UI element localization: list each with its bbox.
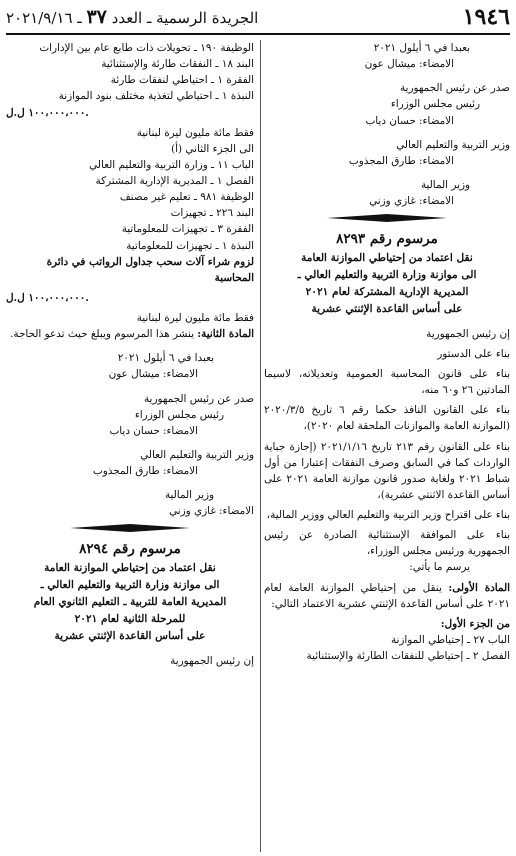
president-signature: الامضاء: ميشال عون [364, 58, 454, 71]
purpose-statement: لزوم شراء آلات سحب جداول الرواتب في دائرة المحاسبة [46, 255, 254, 284]
decree-subject-line: المديرية العامة للتربية ـ التعليم الثانوي العام [33, 596, 227, 609]
based-public-accounting: بناء على قانون المحاسبة العمومية وتعديلاته، لاسيما المادتين ٢٦ و٦٠ منه، [264, 368, 510, 397]
decree-subject [6, 560, 254, 645]
pm-title: رئيس مجلس الوزراء [134, 408, 224, 421]
article-two [6, 326, 254, 342]
destination-line: الفصل ١ ـ المديرية الإدارية المشتركة [95, 175, 254, 187]
page-header [0, 0, 516, 34]
pm-signature: الامضاء: حسان دياب [365, 114, 454, 127]
finance-minister-title: وزير المالية [164, 489, 214, 502]
chapter-line: الباب ٢٧ ـ إحتياطي الموازنة [390, 633, 510, 646]
preamble-president: إن رئيس الجمهورية [170, 654, 254, 667]
decree-subject-line: نقل اعتماد من إحتياطي الموازنة العامة [301, 252, 473, 265]
to-part-two: الى الجزء الثاني (أ) [171, 142, 254, 155]
finance-minister-title: وزير المالية [420, 178, 470, 191]
decrees-statement: يرسم ما يأتي: [409, 561, 470, 574]
based-proposal: بناء على اقتراح وزير التربية والتعليم العالي ووزير المالية، [266, 509, 510, 522]
amount-value: ١٠٠،٠٠٠،٠٠٠ ل.ل. [6, 291, 89, 304]
president-signature: الامضاء: ميشال عون [108, 368, 198, 381]
signed-date: بعبدا في ٦ أيلول ٢٠٢١ [373, 42, 470, 54]
finance-minister-signature: الامضاء: غازي وزني [369, 195, 454, 207]
destination-line: الباب ١١ ـ وزارة التربية والتعليم العالي [89, 158, 254, 171]
budget-line: النبذة ١ ـ احتياطي لتغذية مختلف بنود الموازنة [58, 90, 254, 103]
left-column [6, 40, 254, 852]
budget-line: البند ١٨ ـ النفقات طارئة والإستثنائية [101, 58, 254, 71]
article-one-text: ينقل من إحتياطي الموازنة العامة لعام ٢٠٢١ على أساس القاعدة الإثنتي عشرية الاعتماد التالي: [264, 581, 510, 610]
issue-number: ٣٧ [86, 6, 107, 28]
decree-subject-line: المديرية الإدارية المشتركة لعام ٢٠٢١ [305, 285, 469, 298]
preamble-president: إن رئيس الجمهورية [426, 327, 510, 340]
decree-title: مرسوم رقم ٨٢٩٣ [336, 231, 438, 248]
right-column [264, 40, 510, 852]
pm-title: رئيس مجلس الوزراء [390, 98, 480, 111]
decree-subject-line: على أساس القاعدة الإثنتي عشرية [311, 302, 463, 315]
budget-line: الفقرة ١ ـ احتياطي لنفقات طارئة [110, 74, 254, 87]
section-separator [264, 213, 510, 223]
destination-line: النبذة ١ ـ تجهيزات للمعلوماتية [126, 239, 254, 252]
amount-in-words: فقط مائة مليون ليرة لبنانية [136, 126, 254, 139]
finance-minister-signature: الامضاء: غازي وزني [169, 505, 254, 518]
section-separator [6, 523, 254, 533]
education-minister-signature: الامضاء: طارق المجذوب [348, 154, 454, 167]
article-two-text: ينشر هذا المرسوم ويبلغ حيث تدعو الحاجة. [10, 328, 194, 341]
education-minister-title: وزير التربية والتعليم العالي [140, 448, 254, 461]
decree-subject-line: الى موازنة وزارة التربية والتعليم العالي ـ [297, 268, 477, 281]
column-divider [260, 40, 261, 852]
article-two-label: المادة الثانية: [197, 328, 254, 341]
decree-subject-line: للمرحلة الثانية لعام ٢٠٢١ [74, 613, 186, 626]
header-rule [6, 33, 510, 35]
signed-date: بعبدا في ٦ أيلول ٢٠٢١ [117, 352, 214, 365]
based-approval: بناء على الموافقة الإستثنائية الصادرة عن رئيس الجمهورية ورئيس مجلس الوزراء، [264, 529, 510, 558]
based-constitution: بناء على الدستور [437, 347, 510, 360]
based-law-213: بناء على القانون رقم ٢١٣ تاريخ ٢٠٢١/١/١٦ (إجازة جباية الواردات كما في السابق وصرف النفقات إعتبارا من أول شباط ٢٠٢١ ولغاية صدور قانون موازنة العامة ٢٠٢١ على أساس القاعدة الاثنتي عشرية)، [264, 440, 510, 501]
based-budget-law: بناء على القانون النافذ حكما رقم ٦ تاريخ ٢٠٢٠/٣/٥ (الموازنة العامة والموازنات الملحقة لعام ٢٠٢٠)، [264, 404, 510, 433]
amount-in-words: فقط مائة مليون ليرة لبنانية [136, 312, 254, 324]
decree-title: مرسوم رقم ٨٢٩٤ [79, 541, 181, 558]
decree-subject-line: الى موازنة وزارة التربية والتعليم العالي ـ [40, 579, 220, 592]
issued-by-president: صدر عن رئيس الجمهورية [399, 82, 510, 95]
article-one [264, 580, 510, 612]
page-number: ١٩٤٦ [462, 4, 510, 30]
pm-signature: الامضاء: حسان دياب [109, 424, 198, 437]
issued-by-president: صدر عن رئيس الجمهورية [143, 392, 254, 405]
gazette-title [6, 6, 258, 28]
destination-line: البند ٢٢٦ ـ تجهيزات [170, 207, 254, 220]
destination-line: الفقرة ٣ ـ تجهيزات للمعلوماتية [121, 223, 254, 236]
decree-subject-line: نقل اعتماد من إحتياطي الموازنة العامة [44, 562, 216, 575]
budget-line: الوظيفة ١٩٠ ـ تحويلات ذات طابع عام بين الإدارات [39, 42, 254, 54]
decree-subject [264, 250, 510, 318]
education-minister-signature: الامضاء: طارق المجذوب [92, 465, 198, 477]
education-minister-title: وزير التربية والتعليم العالي [396, 138, 510, 151]
destination-line: الوظيفة ٩٨١ ـ تعليم غير مصنف [119, 191, 254, 204]
amount-value: ١٠٠،٠٠٠،٠٠٠ ل.ل. [6, 106, 89, 119]
part-one-heading: من الجزء الأول: [440, 617, 510, 630]
issue-date: ـ ٢٠٢١/٩/١٦ [6, 9, 82, 27]
gazette-name: الجريدة الرسمية ـ العدد [111, 9, 259, 27]
decree-subject-line: على أساس القاعدة الإثنتي عشرية [54, 630, 206, 643]
section-line: الفصل ٢ ـ إحتياطي للنفقات الطارئة والإستثنائية [306, 650, 510, 663]
article-one-label: المادة الأولى: [448, 581, 510, 594]
